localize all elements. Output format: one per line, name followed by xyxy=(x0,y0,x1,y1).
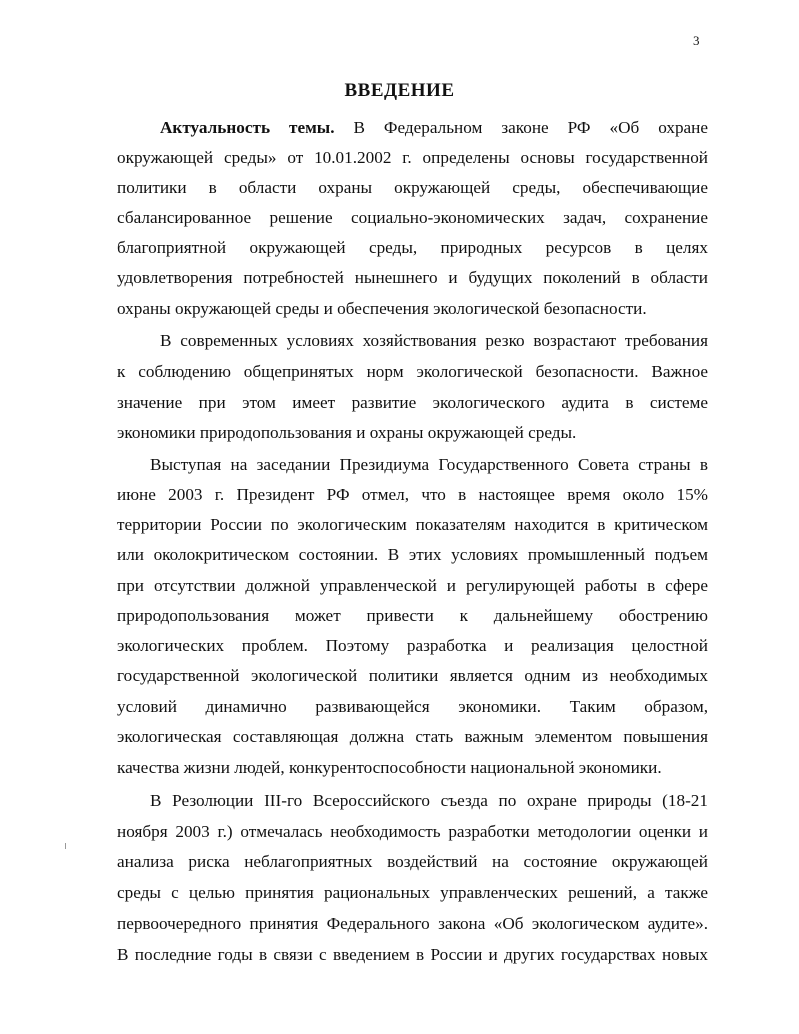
text-line: окружающей среды» от 10.01.2002 г. определены основы государственной xyxy=(117,148,708,167)
text-line: Выступая на заседании Президиума Государственного Совета страны в xyxy=(150,455,708,474)
page-title: ВВЕДЕНИЕ xyxy=(344,80,455,101)
text-line: природопользования может привести к дальнейшему обострению xyxy=(117,606,708,625)
lead-heading: Актуальность темы. xyxy=(160,118,335,137)
text-line: охраны окружающей среды и обеспечения экологической безопасности. xyxy=(117,299,647,318)
text-line: значение при этом имеет развитие экологического аудита в системе xyxy=(117,393,708,412)
text-line: ноября 2003 г.) отмечалась необходимость разработки методологии оценки и xyxy=(117,822,708,841)
text-line: экологических проблем. Поэтому разработка и реализация целостной xyxy=(117,636,708,655)
text-line: В современных условиях хозяйствования резко возрастают требования xyxy=(160,331,708,350)
text-line: благоприятной окружающей среды, природных ресурсов в целях xyxy=(117,238,708,257)
text-line: первоочередного принятия Федерального закона «Об экологическом аудите». xyxy=(117,914,708,933)
text-line: к соблюдению общепринятых норм экологической безопасности. Важное xyxy=(117,362,708,381)
page-number: 3 xyxy=(693,33,700,48)
text-line: политики в области охраны окружающей среды, обеспечивающие xyxy=(117,178,708,197)
text-line xyxy=(160,118,708,138)
text-line: экологическая составляющая должна стать важным элементом повышения xyxy=(117,727,708,746)
text-line: июне 2003 г. Президент РФ отмел, что в настоящее время около 15% xyxy=(117,485,708,504)
text-line: государственной экологической политики является одним из необходимых xyxy=(117,666,708,685)
text-line: среды с целью принятия рациональных управленческих решений, а также xyxy=(117,883,708,902)
text-line: В последние годы в связи с введением в России и других государствах новых xyxy=(117,945,708,964)
text-line: анализа риска неблагоприятных воздействий на состояние окружающей xyxy=(117,852,708,871)
text-line: условий динамично развивающейся экономики. Таким образом, xyxy=(117,697,708,716)
text-line: или околокритическом состоянии. В этих условиях промышленный подъем xyxy=(117,545,708,564)
text-line: сбалансированное решение социально-экономических задач, сохранение xyxy=(117,208,708,227)
text-line: территории России по экологическим показателям находится в критическом xyxy=(117,515,708,534)
text-span: В Федеральном законе РФ «Об охране xyxy=(353,118,709,137)
text-line: при отсутствии должной управленческой и регулирующей работы в сфере xyxy=(117,576,708,595)
text-line: качества жизни людей, конкурентоспособности национальной экономики. xyxy=(117,758,662,777)
text-line: В Резолюции III-го Всероссийского съезда по охране природы (18-21 xyxy=(150,791,708,810)
text-line: удовлетворения потребностей нынешнего и будущих поколений в области xyxy=(117,268,708,287)
text-line: экономики природопользования и охраны окружающей среды. xyxy=(117,423,577,442)
scan-mark xyxy=(65,843,66,849)
